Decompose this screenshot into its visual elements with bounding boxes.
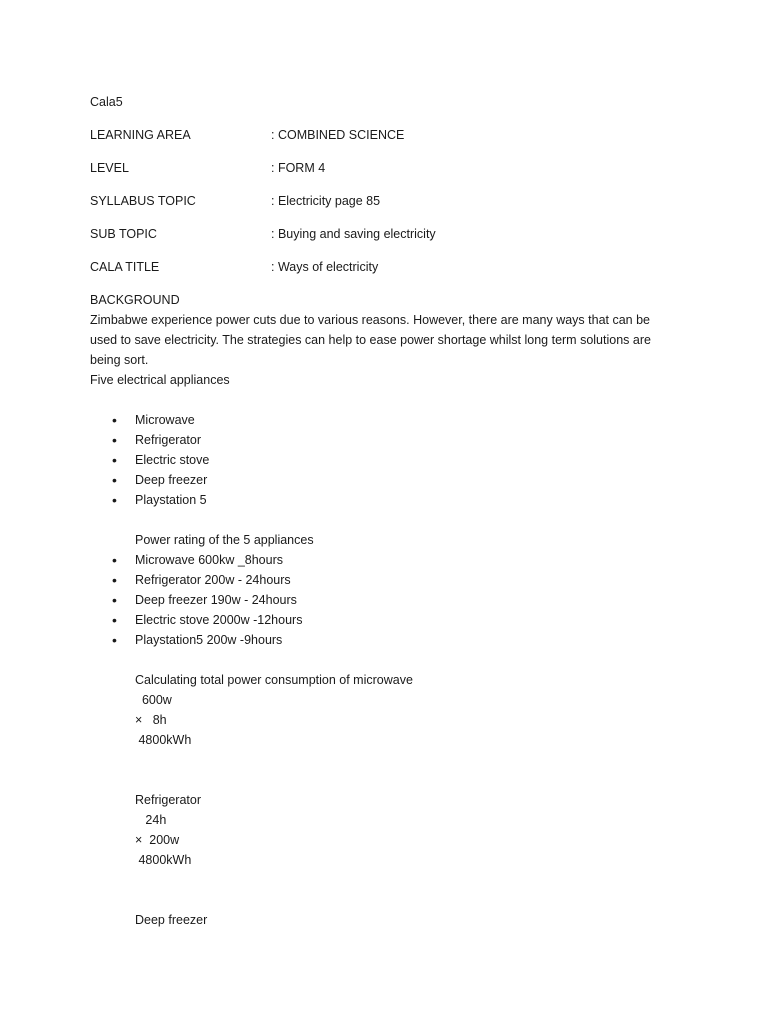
list-item: • Deep freezer 190w - 24hours	[90, 590, 680, 610]
list-item: • Playstation 5	[90, 490, 680, 510]
field-label: CALA TITLE	[90, 260, 160, 274]
appliances-heading: Five electrical appliances	[90, 373, 230, 387]
list-item: • Microwave 600kw _8hours	[90, 550, 680, 570]
list-item: • Playstation5 200w -9hours	[90, 630, 680, 650]
field-value: : Buying and saving electricity	[271, 227, 436, 241]
field-label: SUB TOPIC	[90, 227, 157, 241]
field-value: : Ways of electricity	[271, 260, 379, 274]
list-item: • Deep freezer	[90, 470, 680, 490]
field-label: LEARNING AREA	[90, 128, 191, 142]
freezer-heading: Deep freezer	[135, 913, 208, 927]
field-label: LEVEL	[90, 161, 129, 175]
field-value: : FORM 4	[271, 161, 326, 175]
field-syllabus-topic	[90, 191, 680, 211]
list-item: • Electric stove	[90, 450, 680, 470]
calc-line: 600w	[135, 693, 172, 707]
field-value: : Electricity page 85	[271, 194, 381, 208]
document-page	[90, 92, 680, 930]
appliances-list	[90, 410, 680, 510]
calc-heading: Calculating total power consumption of microwave	[135, 673, 413, 687]
document-title: Cala5	[90, 95, 123, 109]
list-item: • Electric stove 2000w -12hours	[90, 610, 680, 630]
calc-line: × 200w	[135, 833, 180, 847]
calc-line: 4800kWh	[135, 853, 192, 867]
calc-line: 24h	[135, 813, 167, 827]
list-item: • Refrigerator	[90, 430, 680, 450]
list-item: • Microwave	[90, 410, 680, 430]
field-value: : COMBINED SCIENCE	[271, 128, 405, 142]
ratings-heading: Power rating of the 5 appliances	[135, 533, 314, 547]
field-cala-title	[90, 257, 680, 277]
field-sub-topic	[90, 224, 680, 244]
background-heading: BACKGROUND	[90, 293, 180, 307]
field-label: SYLLABUS TOPIC	[90, 194, 196, 208]
field-level	[90, 158, 680, 178]
calc-line: × 8h	[135, 713, 167, 727]
list-item: • Refrigerator 200w - 24hours	[90, 570, 680, 590]
ratings-list	[90, 550, 680, 650]
fridge-heading: Refrigerator	[135, 793, 201, 807]
background-paragraph: Zimbabwe experience power cuts due to various reasons. However, there are many ways that can be used to save electricity. The strategies can help to ease power shortage whilst long term solutions are being sort.	[90, 313, 651, 367]
field-learning-area	[90, 125, 680, 145]
calc-line: 4800kWh	[135, 733, 192, 747]
